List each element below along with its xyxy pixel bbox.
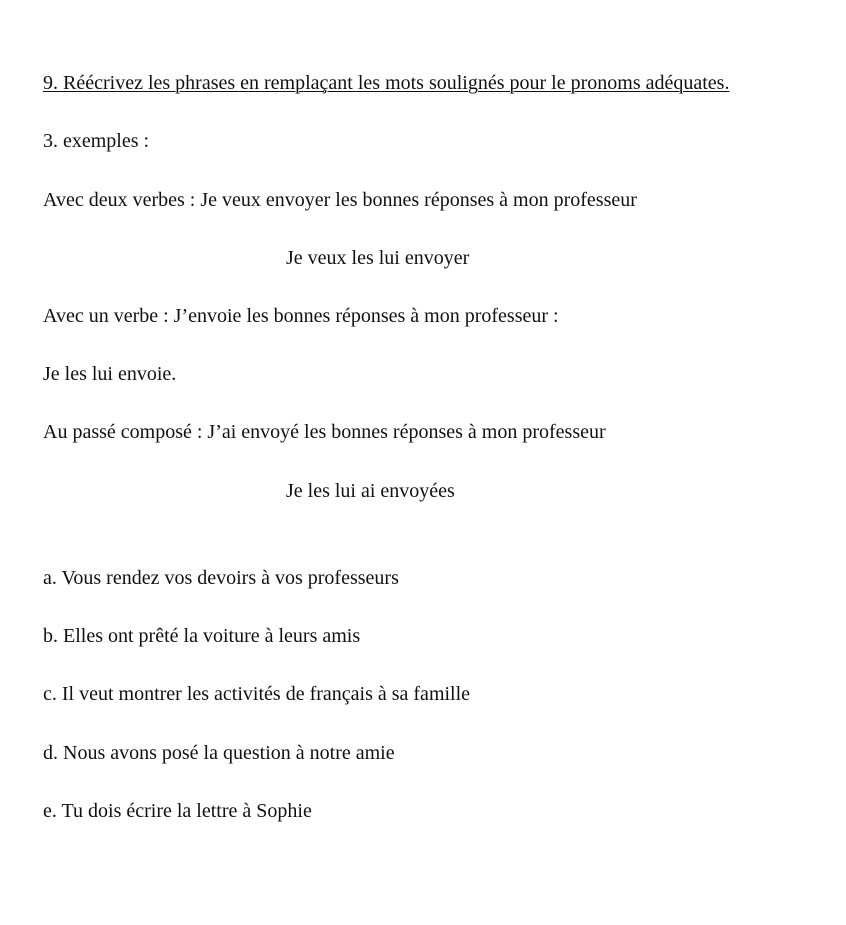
exercise-item: b. Elles ont prêté la voiture à leurs amis	[43, 625, 361, 647]
exercise-item: a. Vous rendez vos devoirs à vos professeurs	[43, 567, 399, 589]
example-answer-passe-compose: Je les lui ai envoyées	[286, 480, 455, 502]
exercise-title: 9. Réécrivez les phrases en remplaçant les mots soulignés pour le pronoms adéquates.	[43, 72, 730, 94]
example-sentence-passe-compose: Au passé composé : J’ai envoyé les bonnes réponses à mon professeur	[43, 421, 606, 443]
example-answer-two-verbs: Je veux les lui envoyer	[286, 247, 470, 269]
exercise-item: c. Il veut montrer les activités de français à sa famille	[43, 683, 471, 705]
examples-heading: 3. exemples :	[43, 130, 150, 152]
example-sentence-two-verbs: Avec deux verbes : Je veux envoyer les bonnes réponses à mon professeur	[43, 189, 637, 211]
example-answer-one-verb: Je les lui envoie.	[43, 363, 177, 385]
exercise-item: e. Tu dois écrire la lettre à Sophie	[43, 800, 312, 822]
example-sentence-one-verb: Avec un verbe : J’envoie les bonnes réponses à mon professeur :	[43, 305, 559, 327]
exercise-item: d. Nous avons posé la question à notre amie	[43, 742, 395, 764]
